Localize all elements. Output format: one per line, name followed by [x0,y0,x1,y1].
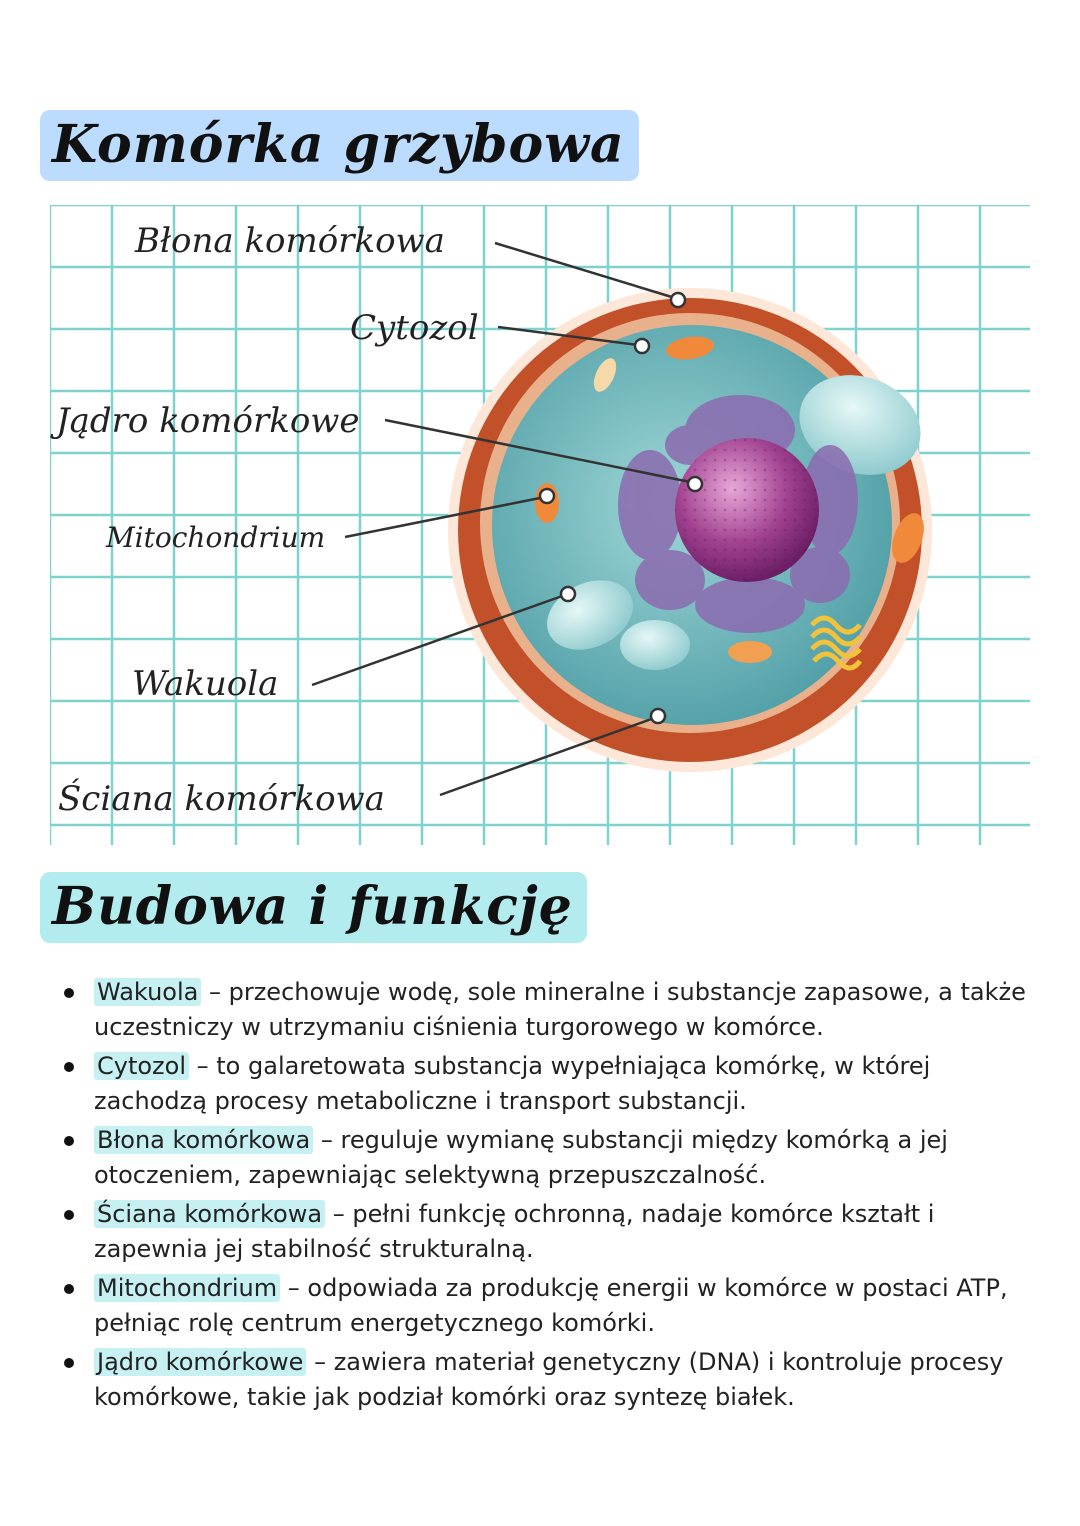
item-term: Mitochondrium [94,1274,280,1302]
label-cytosol: Cytozol [350,308,479,348]
fungal-cell [448,288,935,772]
item-term: Cytozol [94,1052,189,1080]
bullet-icon [64,988,74,998]
item-term: Ściana komórkowa [94,1200,325,1228]
page-title: Komórka grzybowa [40,110,639,181]
item-term: Jądro komórkowe [94,1348,306,1376]
label-mitochondrion: Mitochondrium [106,521,326,554]
item-description: – to galaretowata substancja wypełniająca komórkę, w której zachodzą procesy metaboliczne i transport substancji. [94,1052,931,1115]
bullet-icon [64,1210,74,1220]
item-description: – pełni funkcję ochronną, nadaje komórce kształt i zapewnia jej stabilność strukturalną. [94,1200,935,1263]
label-cell-wall: Ściana komórkowa [58,779,385,819]
list-item [60,1345,1050,1415]
bullet-icon [64,1358,74,1368]
item-term: Błona komórkowa [94,1126,313,1154]
label-cell-membrane: Błona komórkowa [135,221,445,261]
item-description: – zawiera materiał genetyczny (DNA) i kontroluje procesy komórkowe, takie jak podział komórki oraz syntezę białek. [94,1348,1004,1411]
mitochondrion-shape-4 [728,641,772,663]
function-list [60,975,1050,1419]
vacuole-shape-3 [620,620,690,670]
nucleus-pores [675,438,819,582]
bullet-icon [64,1136,74,1146]
cell-diagram [50,205,1030,845]
list-item [60,1049,1050,1119]
list-item [60,1123,1050,1193]
bullet-icon [64,1284,74,1294]
bullet-icon [64,1062,74,1072]
item-description: – reguluje wymianę substancji między komórką a jej otoczeniem, zapewniając selektywną przepuszczalność. [94,1126,948,1189]
label-vacuole: Wakuola [132,664,279,704]
list-item [60,1197,1050,1267]
list-item [60,1271,1050,1341]
list-item [60,975,1050,1045]
section-title: Budowa i funkcję [40,872,587,943]
item-description: – przechowuje wodę, sole mineralne i substancje zapasowe, a także uczestniczy w utrzymaniu ciśnienia turgorowego w komórce. [94,978,1026,1041]
label-nucleus: Jądro komórkowe [56,401,360,441]
item-term: Wakuola [94,978,201,1006]
item-description: – odpowiada za produkcję energii w komórce w postaci ATP, pełniąc rolę centrum energetycznego komórki. [94,1274,1008,1337]
